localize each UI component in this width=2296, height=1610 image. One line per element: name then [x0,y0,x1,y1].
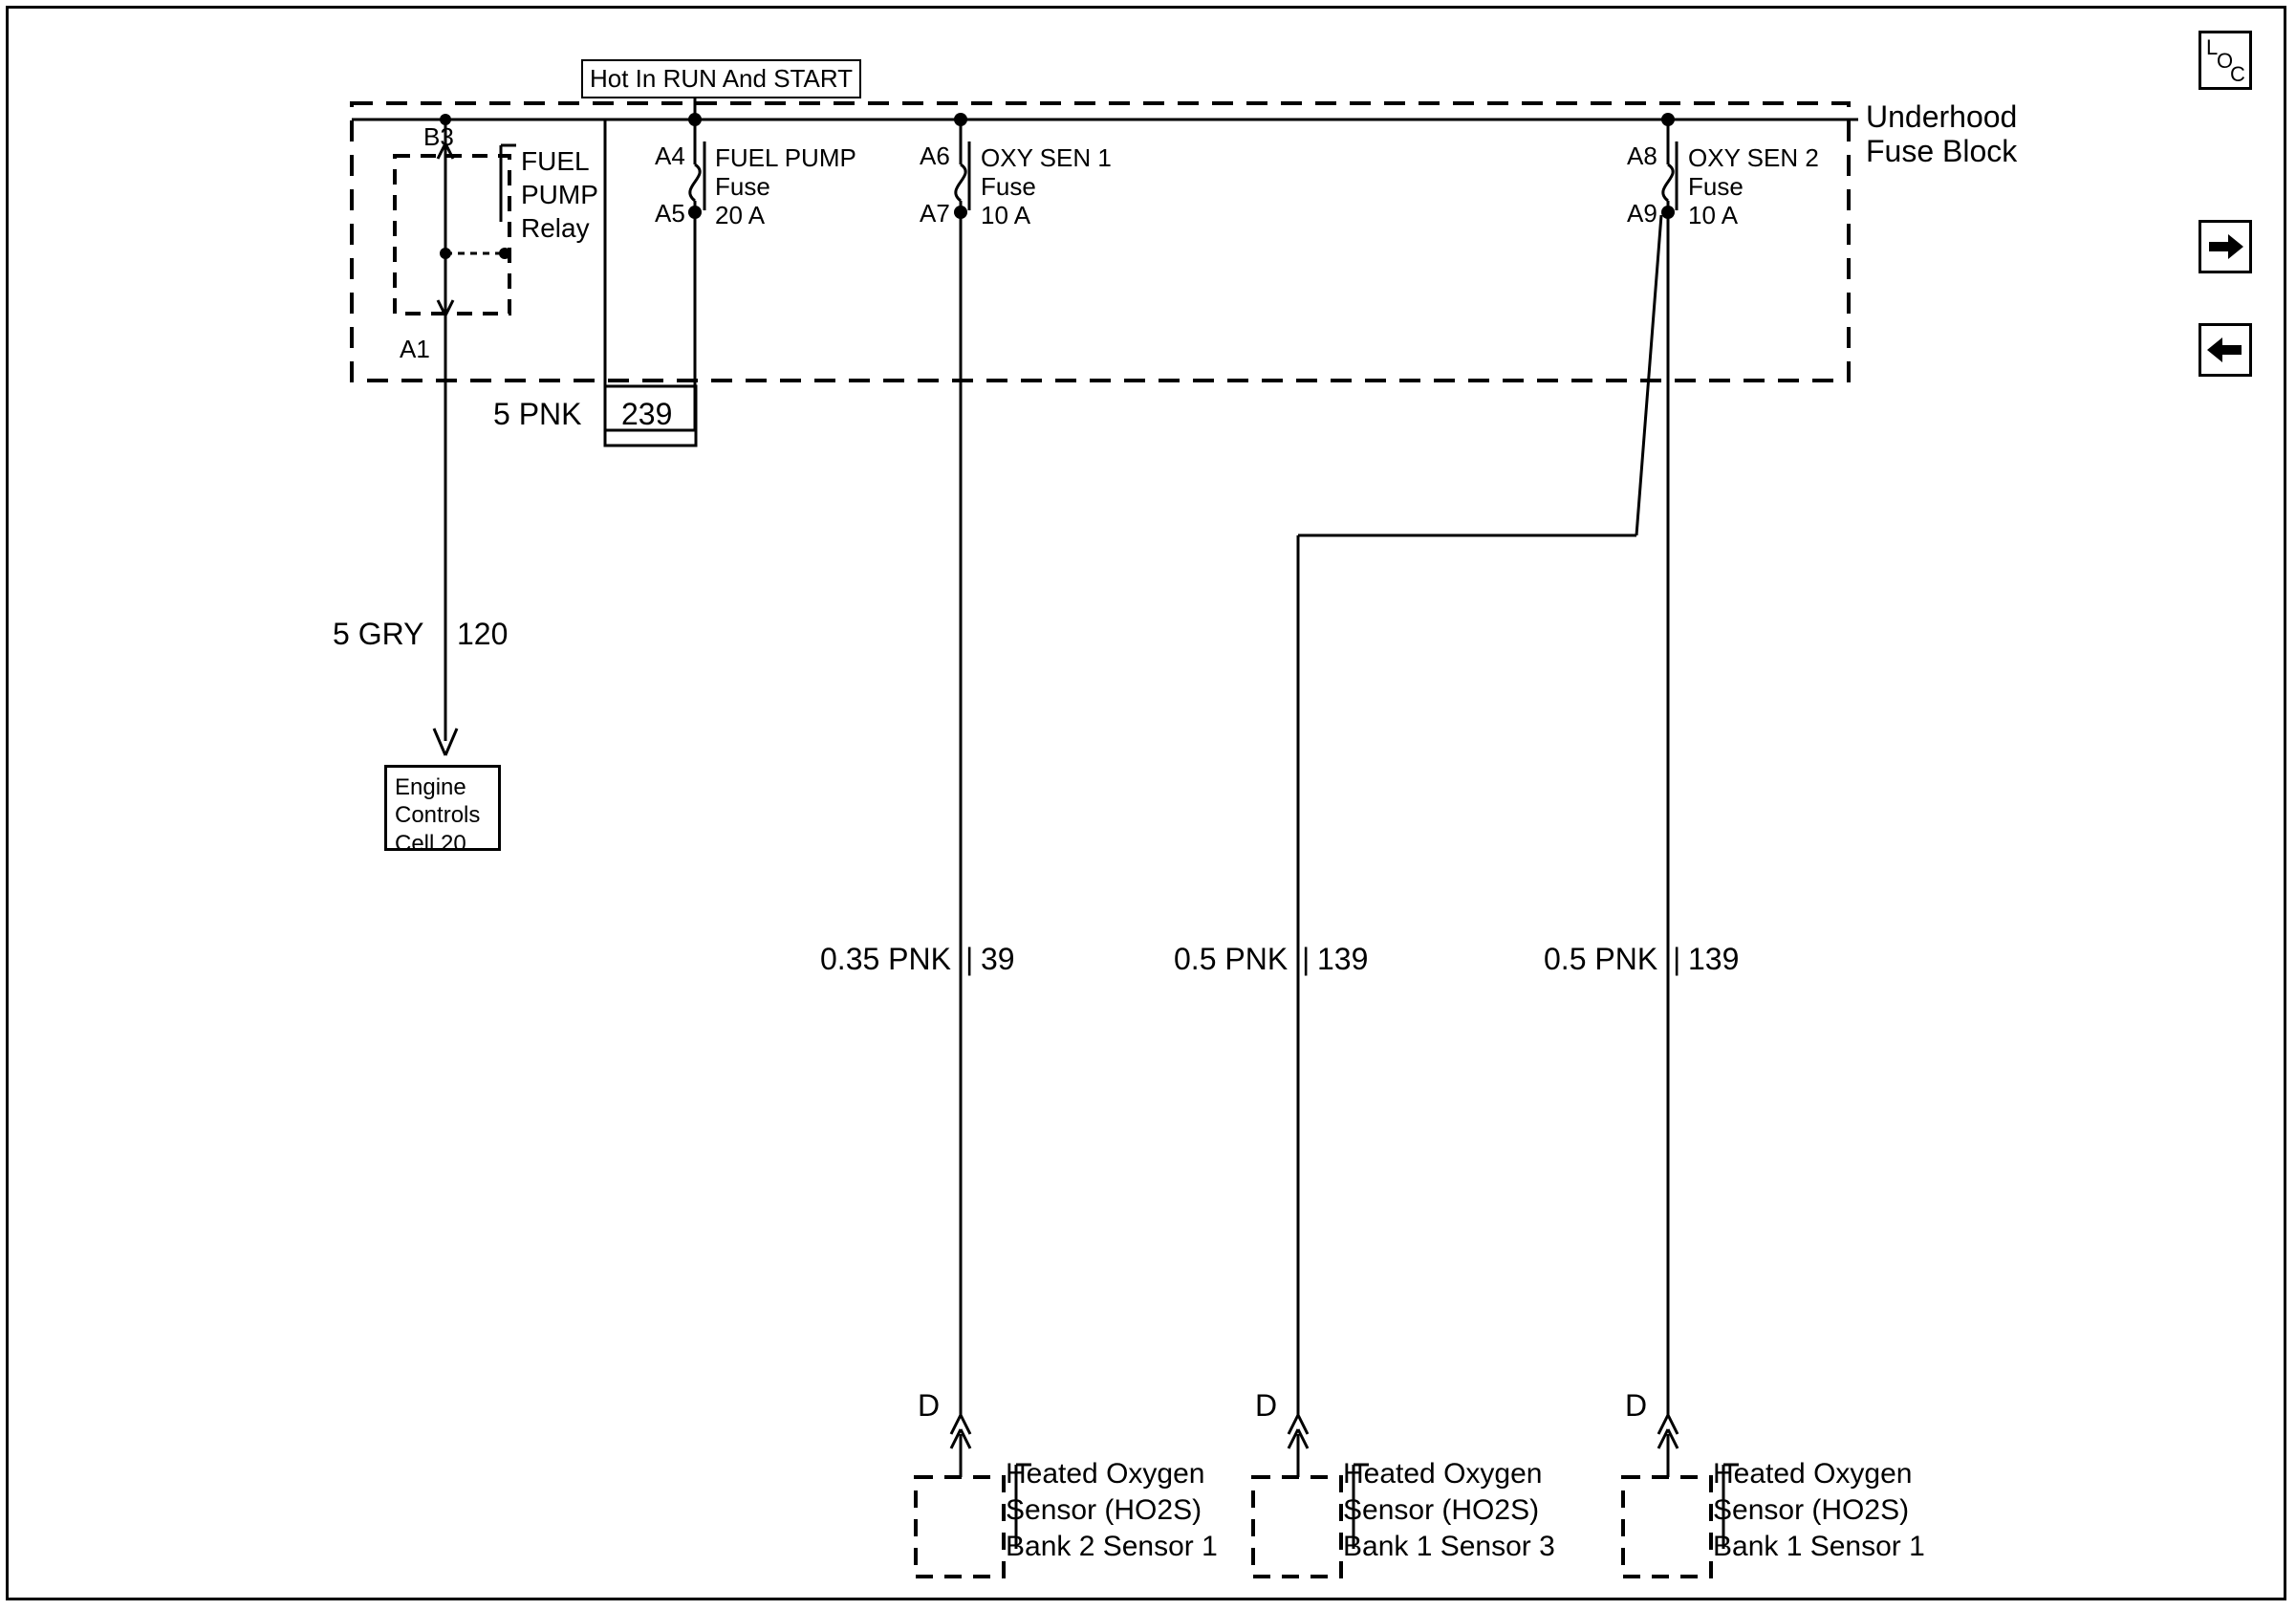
wire-label-pnk-239-gauge: 5 PNK [493,397,582,431]
wire-label-gry-120-circuit: 120 [457,617,509,651]
relay-pin-a1: A1 [400,335,430,363]
previous-page-button[interactable] [2199,323,2252,377]
cell-ref-line1: Engine [395,774,466,800]
wire-label-gry-120-gauge: 5 GRY [333,617,424,651]
component-2-line3: Bank 1 Sensor 3 [1343,1531,1555,1562]
connector-label-d-2: D [1255,1388,1278,1423]
fuse-pin-a7: A7 [920,199,950,228]
connector-label-d-1: D [918,1388,941,1423]
wire-divider-pnk-139a: | [1302,942,1310,976]
wire-divider-pnk-39: | [965,942,974,976]
wire-divider-pnk-139b: | [1673,942,1681,976]
fuse-pin-a5: A5 [655,199,685,228]
arrow-left-icon [2201,326,2249,374]
fuse-name-oxy-sen-1: OXY SEN 1 [981,143,1112,172]
arrow-right-icon [2201,223,2249,271]
fuse-label-oxy-sen-1: Fuse [981,172,1036,201]
wire-label-pnk-39-gauge: 0.35 PNK [820,942,951,976]
cell-ref-line2: Controls [395,802,481,829]
fuse-rating-fuel-pump: 20 A [715,201,766,229]
hot-in-run-and-start-label: Hot In RUN And START [581,59,861,98]
component-1-line3: Bank 2 Sensor 1 [1006,1531,1218,1562]
fuse-pin-a6: A6 [920,141,950,170]
component-3-line1: Heated Oxygen [1713,1458,1913,1490]
component-2-line2: Sensor (HO2S) [1343,1494,1540,1526]
wire-label-pnk-139b-circuit: 139 [1688,942,1740,976]
wire-label-pnk-139a-circuit: 139 [1317,942,1369,976]
wire-label-pnk-39-circuit: 39 [981,942,1015,976]
component-1-line2: Sensor (HO2S) [1006,1494,1202,1526]
relay-name-line2: PUMP [521,180,598,209]
fuse-block-title-line1: Underhood [1866,99,2018,134]
engine-controls-cell-reference[interactable] [384,765,501,857]
fuse-pin-a4: A4 [655,141,685,170]
loc-letter-l: L [2206,35,2219,59]
relay-pin-b3: B3 [423,122,454,151]
fuse-rating-oxy-sen-2: 10 A [1688,201,1739,229]
connector-label-d-3: D [1625,1388,1648,1423]
relay-name-line3: Relay [521,213,590,243]
loc-letter-c: C [2230,62,2245,86]
component-3-line2: Sensor (HO2S) [1713,1494,1910,1526]
component-1-line1: Heated Oxygen [1006,1458,1205,1490]
component-3-line3: Bank 1 Sensor 1 [1713,1531,1925,1562]
fuse-label-fuel-pump: Fuse [715,172,770,201]
fuse-name-fuel-pump: FUEL PUMP [715,143,856,172]
wire-divider-gry-120: | [442,617,450,651]
fuse-block-title-line2: Fuse Block [1866,134,2018,168]
location-button[interactable] [2199,31,2252,90]
component-2-line1: Heated Oxygen [1343,1458,1543,1490]
loc-letter-o: O [2217,49,2234,73]
next-page-button[interactable] [2199,220,2252,273]
fuse-label-oxy-sen-2: Fuse [1688,172,1744,201]
wire-label-pnk-139a-gauge: 0.5 PNK [1174,942,1289,976]
wire-label-pnk-139b-gauge: 0.5 PNK [1544,942,1658,976]
cell-ref-line3: Cell 20 [395,830,466,857]
fuse-pin-a9: A9 [1627,199,1657,228]
relay-name-line1: FUEL [521,146,590,176]
fuse-name-oxy-sen-2: OXY SEN 2 [1688,143,1819,172]
fuse-pin-a8: A8 [1627,141,1657,170]
wire-label-pnk-239-circuit: 239 [621,397,673,431]
fuse-rating-oxy-sen-1: 10 A [981,201,1031,229]
